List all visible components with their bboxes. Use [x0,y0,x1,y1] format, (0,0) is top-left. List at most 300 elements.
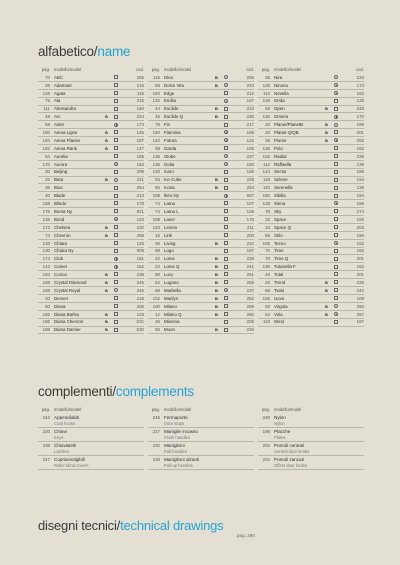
header-cod: cod. [136,67,144,72]
index-row [258,82,364,90]
index-row [258,161,364,169]
model-name: Nira [274,74,283,80]
complement-name: Fermaporte [164,415,188,420]
index-row [258,295,364,303]
complement-name: Appendiabiti [54,415,80,420]
page-number: 102 [152,295,160,301]
square-icon [114,186,118,190]
index-row [38,137,144,145]
model-code: 211 [247,224,254,230]
model-code: 194 [356,193,364,199]
page-number: 194 [42,272,50,278]
circle-icon [224,75,228,79]
model-name: Onda [274,98,285,104]
model-code: 145 [136,130,144,136]
model-code: 161 [136,256,144,262]
index-row [38,113,144,121]
finish-flag: B [215,311,218,317]
model-code: 116 [137,90,144,96]
finish-flag: B [105,130,108,136]
index-row [258,224,364,232]
page-number: 136 [42,240,50,246]
model-name: Moon [164,327,175,333]
square-icon [224,146,228,150]
header-modello: modello/model [164,67,192,72]
model-code: 164 [136,161,144,167]
model-code: 10C [135,319,144,325]
square-icon [224,178,228,182]
model-code: 206 [136,303,144,309]
index-row [148,311,254,319]
dot-circle-icon [224,99,228,103]
dot-circle-icon [224,288,228,292]
index-row [148,200,254,208]
model-name: Emilia [164,98,176,104]
finish-flag: B [105,272,108,278]
model-name: Total [274,272,284,278]
model-code: 186 [356,169,364,175]
model-name: Selene [274,177,288,183]
model-name: Aurelia [54,153,68,159]
model-code: 243 [246,82,254,88]
index-row [38,200,144,208]
finish-flag: B [215,256,218,262]
page-number: 78 [265,208,270,214]
column-header [148,66,254,74]
square-icon [224,249,228,253]
page-number: 150 [152,130,160,136]
model-name: Dolce Vita [164,82,184,88]
index-row [258,200,364,208]
square-icon [334,288,338,292]
finish-flag: B [325,303,328,309]
model-name: Blindo [54,201,67,207]
index-row [258,169,364,177]
index-row [258,271,364,279]
page-number: 142 [152,137,160,143]
complement-row [38,442,144,456]
model-name: Euclide Q [164,114,184,120]
page-number: 26 [155,319,160,325]
complement-row [258,442,364,456]
square-icon [334,99,338,103]
model-name: Golia [164,161,175,167]
finish-flag: B [105,224,108,230]
index-row [38,145,144,153]
model-name: Diana [54,303,66,309]
finish-flag: B [325,287,328,293]
page-number: 246 [152,415,160,420]
model-name: Space [274,216,287,222]
header-modello: modello/model [54,407,82,412]
model-name: Lama [164,201,175,207]
page-number: 248 [262,415,270,420]
page-number: 217 [152,429,160,434]
complements-column-1 [38,406,144,470]
model-code: 907 [246,193,254,199]
model-code: 203 [356,224,364,230]
model-name: Euclide [164,106,179,112]
dot-circle-icon [334,115,338,119]
model-code: 108 [356,295,364,301]
model-code: 921 [136,208,144,214]
model-name: Bond [54,216,65,222]
square-icon [334,233,338,237]
model-code: 241 [246,264,254,270]
section-title-disegni: disegni tecnici/technical drawings [38,518,224,533]
index-row [148,208,254,216]
model-name: Futura [164,137,177,143]
index-row [38,82,144,90]
model-name: Sky [274,208,282,214]
complement-row [258,428,364,442]
page-number: 142 [42,264,50,270]
square-icon [114,99,118,103]
model-name: Comet [54,264,67,270]
page-number: 136 [152,153,160,159]
index-row [148,192,254,200]
page-number: 58 [45,122,50,128]
index-row [148,255,254,263]
model-name: Boma Ny [54,208,73,214]
square-icon [334,249,338,253]
header-modello: modello/model [54,67,82,72]
page-number: 98 [155,145,160,151]
model-code: 150 [136,106,144,112]
complement-row [258,414,364,428]
dot-circle-icon [334,91,338,95]
dot-circle-icon [114,217,118,221]
square-icon [334,130,338,134]
page-number: 76 [265,248,270,254]
circle-icon [224,83,228,87]
square-icon [114,241,118,245]
complement-english: Central door knobs [274,449,310,454]
page-number: 128 [262,201,270,207]
page-number: 54 [265,311,270,317]
header-pag: pag. [151,67,160,72]
complements-header [148,406,254,414]
model-code: 168 [246,169,254,175]
model-code: 182 [136,264,144,270]
model-code: 205 [246,319,254,325]
index-row [258,248,364,256]
model-code: 195 [356,122,364,128]
square-icon [334,209,338,213]
page-number: 174 [42,256,50,262]
finish-flag: B [105,327,108,333]
complement-english: Pull handles [164,449,187,454]
model-name: Open [274,106,285,112]
page-number: 188 [42,287,50,293]
complement-name: Nylon [274,415,286,420]
finish-flag: B [215,177,218,183]
model-name: Novella [274,90,289,96]
model-name: Time Q [274,256,289,262]
square-icon [334,225,338,229]
square-icon [334,194,338,198]
square-icon [114,249,118,253]
index-row [38,106,144,114]
square-icon [334,217,338,221]
page-number: 54 [45,153,50,159]
model-name: Wind [274,319,285,325]
model-code: 213 [136,193,144,199]
model-code: 152 [356,145,364,151]
square-icon [334,146,338,150]
page-number: 44 [155,106,160,112]
index-row [148,98,254,106]
page-number: 100 [152,303,160,309]
model-name: Logo [164,248,174,254]
model-name: Tecno [274,240,286,246]
model-code: 160 [246,161,254,167]
dot-circle-icon [224,138,228,142]
complement-name: Pomoli centrali [274,443,305,448]
page-number: 130 [262,264,270,270]
complement-row [148,442,254,456]
page-number: 202 [262,457,270,462]
finish-flag: B [325,137,328,143]
model-code: 255 [136,74,144,80]
index-row [148,184,254,192]
complement-name: Maniglie incasso [164,429,198,434]
index-column-2 [148,66,254,334]
finish-flag: B [105,177,108,183]
model-code: 192 [356,248,364,254]
dot-circle-icon [224,130,228,134]
page-number: 247 [42,457,50,462]
model-name: Laser [164,216,175,222]
circle-icon [334,123,338,127]
model-code: 242 [356,287,364,293]
complement-row [148,428,254,442]
index-row [38,232,144,240]
page-number: 46 [155,114,160,120]
model-name: Vola [274,311,283,317]
page-number: 80 [45,303,50,309]
index-row [38,255,144,263]
model-code: 246 [136,287,144,293]
model-code: 216 [136,82,144,88]
page-number: 36 [45,185,50,191]
index-row [258,153,364,161]
complement-name: Placche [274,429,291,434]
header-pag: pag. [41,407,50,412]
model-code: 258 [136,232,144,238]
page-number: 176 [42,208,50,214]
index-row [38,240,144,248]
finish-flag: B [105,114,108,120]
square-icon [114,328,118,332]
index-row [148,279,254,287]
dot-circle-icon [224,154,228,158]
model-name: Edge [164,90,175,96]
model-code: 254 [246,185,254,191]
model-code: 162 [356,240,364,246]
page-number: 186 [42,319,50,325]
model-code: 170 [356,114,364,120]
model-code: 125 [136,240,144,246]
page-number: 192 [42,145,50,151]
model-name: Club [54,256,64,262]
model-code: 230 [246,114,254,120]
complement-english: Coat hooks [54,421,76,426]
model-code: 138 [356,161,364,167]
page-number: 186 [42,311,50,317]
index-row [38,311,144,319]
model-name: Marilyn [164,295,179,301]
finish-flag: B [105,311,108,317]
dot-circle-icon [114,123,118,127]
page-number: 118 [263,319,270,325]
square-icon [114,83,118,87]
model-name: Piume [274,137,287,143]
finish-flag: B [215,74,218,80]
page-number: 194 [42,137,50,143]
page-number: 136 [42,216,50,222]
model-code: 201 [356,272,364,278]
model-name: Alessandra [54,106,76,112]
model-code: 201 [356,256,364,262]
model-name: Diana Chevron [54,319,84,325]
model-code: 187 [136,137,144,143]
model-name: Minerva [164,319,180,325]
model-code: 169 [246,130,254,136]
model-code: 250 [356,303,364,309]
index-column-1 [38,66,144,334]
dot-circle-icon [224,162,228,166]
square-icon [114,201,118,205]
finish-flag: B [105,287,108,293]
square-icon [114,320,118,324]
complement-row [258,456,364,470]
complement-english: Offset door knobs [274,463,307,468]
model-code: 229 [246,177,254,183]
model-name: Living [164,240,176,246]
square-icon [224,312,228,316]
model-code: 176 [246,216,254,222]
finish-flag: B [105,279,108,285]
page-number: 150 [262,193,270,199]
model-name: Lesmo [164,224,178,230]
dot-circle-icon [334,83,338,87]
index-row [258,255,364,263]
header-modello: modello/model [274,407,302,412]
page-number: 75 [45,98,50,104]
index-row [38,216,144,224]
model-name: Polo [274,145,283,151]
page-number: 28 [265,279,270,285]
model-code: 212 [246,90,254,96]
page-number: 40 [45,193,50,199]
model-name: Chelsea [54,224,71,230]
model-name: Siena [274,201,286,207]
model-code: 221 [136,177,144,183]
index-row [258,113,364,121]
complement-row [148,414,254,428]
square-icon [224,328,228,332]
model-name: Time [274,248,284,254]
model-code: 223 [246,106,254,112]
page-number: 48 [265,272,270,278]
finish-flag: B [215,279,218,285]
finish-flag: B [215,327,218,333]
model-code: 258 [246,279,254,285]
page-number: 158 [42,201,50,207]
index-row [38,74,144,82]
circle-icon [114,288,118,292]
page-number: 202 [262,443,270,448]
complements-column-3 [258,406,364,470]
page-number: 188 [42,327,50,333]
page-number: 12 [155,311,160,317]
model-name: Globe [164,153,176,159]
model-name: Lama L [164,208,179,214]
finish-flag: B [105,319,108,325]
model-name: Adamant [54,82,72,88]
model-name: Space Q [274,224,292,230]
page-number: 74 [45,232,50,238]
page-number: 124 [152,224,160,230]
model-code: 103 [136,311,144,317]
page-number: 20 [265,130,270,136]
index-row [148,327,254,335]
page-number: 220 [42,429,50,434]
square-icon [224,225,228,229]
index-row [148,287,254,295]
index-row [38,295,144,303]
model-name: Twist [274,287,285,293]
model-code: 125 [356,98,364,104]
model-name: Milano [164,303,177,309]
model-code: 165 [136,153,144,159]
square-icon [334,265,338,269]
finish-flag: B [105,137,108,143]
page-number: 120 [152,169,160,175]
square-icon [114,107,118,111]
index-row [148,129,254,137]
square-icon [224,320,228,324]
finish-flag: B [325,279,328,285]
page-number: 112 [263,161,270,167]
index-row [148,113,254,121]
page-number: 118 [263,177,270,183]
technical-drawings-page-ref: pag. 290 [237,533,255,538]
model-code: 238 [246,256,254,262]
model-code: 107 [246,201,254,207]
page-number: 132 [152,98,160,104]
index-row [148,232,254,240]
index-row [148,177,254,185]
complement-name: Maniglioni alzanti [164,457,200,462]
square-icon [224,272,228,276]
page-number: 34 [265,224,270,230]
finish-flag: B [215,106,218,112]
page-number: 170 [42,161,50,167]
square-icon [334,154,338,158]
index-row [148,106,254,114]
index-row [38,248,144,256]
model-code: 260 [246,311,254,317]
model-code: 222 [246,240,254,246]
index-row [38,121,144,129]
model-code: 10D [135,327,144,333]
complement-row [38,414,144,428]
model-code: 259 [246,303,254,309]
model-name: Garda [164,145,177,151]
model-code: 173 [356,82,364,88]
